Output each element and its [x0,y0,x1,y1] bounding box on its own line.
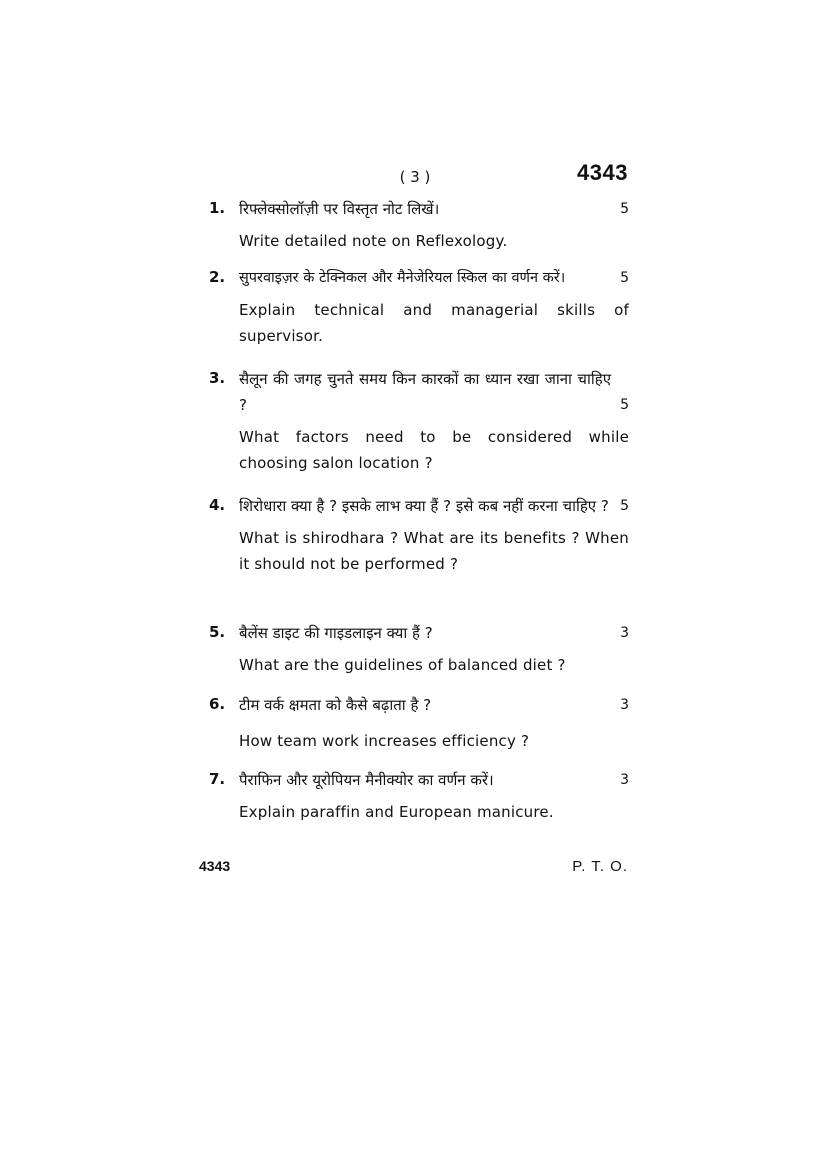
question-number: 1. [209,199,226,217]
question-marks: 5 [620,201,629,217]
question-marks: 5 [620,270,629,286]
paper-code-footer: 4343 [199,858,231,874]
question-marks: 3 [620,697,629,713]
question-hindi-text: रिफ्लेक्सोलॉज़ी पर विस्तृत नोट लिखें। 5 [239,196,629,222]
question-number: 2. [209,268,226,286]
question-hindi-text: टीम वर्क क्षमता को कैसे बढ़ाता है ? 3 [239,692,629,718]
question-number: 3. [209,369,226,387]
question-hindi-text: शिरोधारा क्या है ? इसके लाभ क्या हैं ? इसे कब नहीं करना चाहिए ? 5 [239,493,629,519]
question-marks: 3 [620,772,629,788]
question-hindi-text: सैलून की जगह चुनते समय किन कारकों का ध्यान रखा जाना चाहिए ? 5 [239,366,629,418]
question-hindi-text: बैलेंस डाइट की गाइडलाइन क्या हैं ? 3 [239,620,629,646]
question-hindi-text: पैराफिन और यूरोपियन मैनीक्योर का वर्णन करें। 3 [239,767,629,793]
please-turn-over: P. T. O. [572,858,628,875]
question-hindi-text: सुपरवाइज़र के टेक्निकल और मैनेजेरियल स्किल का वर्णन करें। 5 [239,265,629,291]
paper-code-header: 4343 [577,160,628,185]
question-number: 7. [209,770,226,788]
question-english-text: What factors need to be considered while choosing salon location ? [239,428,629,472]
question-english-text: What is shirodhara ? What are its benefits ? When it should not be performed ? [239,529,629,573]
question-english-text: Explain paraffin and European manicure. [239,803,554,821]
question-marks: 5 [620,397,629,413]
question-english-text: How team work increases efficiency ? [239,732,530,750]
question-english-text: Write detailed note on Reflexology. [239,232,508,250]
page-number: ( 3 ) [399,168,431,186]
question-english-text: What are the guidelines of balanced diet ? [239,656,566,674]
question-marks: 3 [620,625,629,641]
question-number: 4. [209,496,226,514]
question-number: 6. [209,695,226,713]
question-english-text: Explain technical and managerial skills of supervisor. [239,301,629,345]
question-number: 5. [209,623,226,641]
question-marks: 5 [620,498,629,514]
